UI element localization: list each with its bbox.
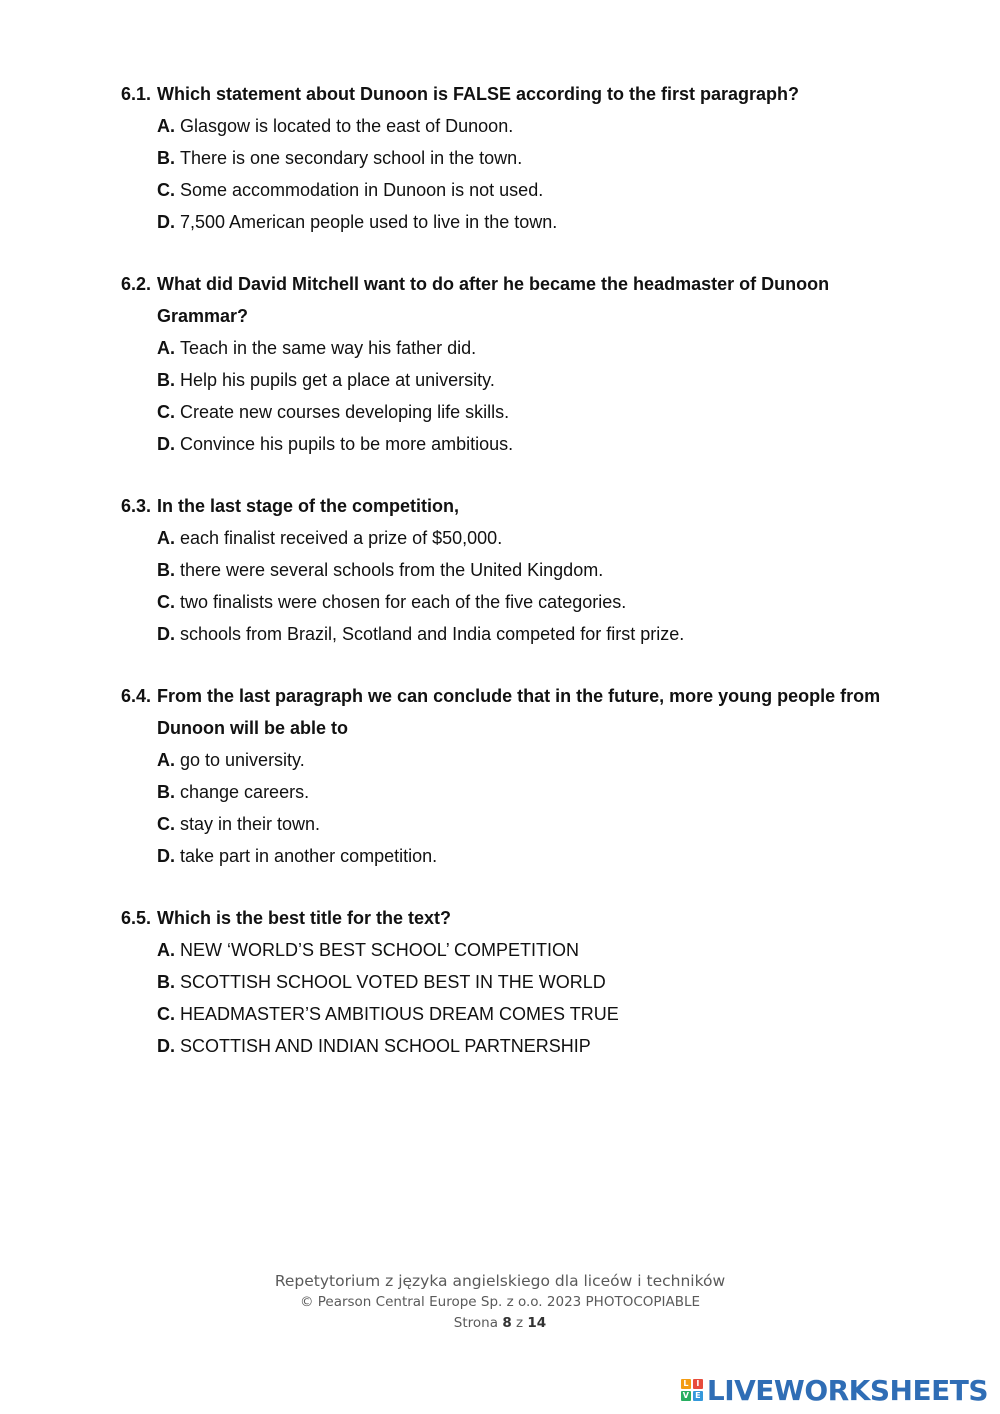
question-4 <box>121 680 901 872</box>
liveworksheets-logo[interactable] <box>681 1374 988 1406</box>
question-text: What did David Mitchell want to do after he became the headmaster of Dunoon Grammar? <box>157 274 830 326</box>
option-letter: C. <box>157 814 175 834</box>
question-3 <box>121 490 901 650</box>
option-text: 7,500 American people used to live in the town. <box>180 212 558 232</box>
option-letter: B. <box>157 782 175 802</box>
option-text: Some accommodation in Dunoon is not used. <box>180 180 544 200</box>
answer-option-a[interactable] <box>157 522 901 554</box>
question-2 <box>121 268 901 460</box>
option-text: Create new courses developing life skills. <box>180 402 510 422</box>
answer-option-c[interactable] <box>157 586 901 618</box>
option-text: HEADMASTER’S AMBITIOUS DREAM COMES TRUE <box>180 1004 619 1024</box>
option-letter: C. <box>157 1004 175 1024</box>
footer-book-title: Repetytorium z języka angielskiego dla liceów i techników <box>274 1272 726 1290</box>
question-stem <box>121 268 901 332</box>
option-text: schools from Brazil, Scotland and India competed for first prize. <box>180 624 685 644</box>
question-text: Which statement about Dunoon is FALSE according to the first paragraph? <box>157 84 800 104</box>
option-text: Teach in the same way his father did. <box>180 338 477 358</box>
question-number: 6.2. <box>121 274 152 294</box>
option-letter: A. <box>157 750 175 770</box>
questions-list <box>121 78 901 1092</box>
answer-option-c[interactable] <box>157 174 901 206</box>
brand-name: LIVEWORKSHEETS <box>706 1373 988 1407</box>
option-text: two finalists were chosen for each of the five categories. <box>180 592 627 612</box>
answer-options <box>121 934 901 1062</box>
question-stem <box>121 490 901 522</box>
option-text: SCOTTISH SCHOOL VOTED BEST IN THE WORLD <box>180 972 606 992</box>
option-letter: A. <box>157 338 175 358</box>
question-text: From the last paragraph we can conclude that in the future, more young people from Dunoon will be able to <box>157 686 881 738</box>
question-number: 6.5. <box>121 908 152 928</box>
answer-option-a[interactable] <box>157 110 901 142</box>
option-text: There is one secondary school in the town. <box>180 148 523 168</box>
answer-options <box>121 332 901 460</box>
option-letter: A. <box>157 940 175 960</box>
option-letter: D. <box>157 434 175 454</box>
page-total: 14 <box>527 1315 547 1331</box>
liveworksheets-logo-icon <box>681 1379 703 1401</box>
answer-option-a[interactable] <box>157 332 901 364</box>
option-letter: A. <box>157 528 175 548</box>
answer-option-b[interactable] <box>157 142 901 174</box>
option-letter: D. <box>157 1036 175 1056</box>
option-text: Glasgow is located to the east of Dunoon. <box>180 116 514 136</box>
option-letter: B. <box>157 370 175 390</box>
option-text: there were several schools from the United Kingdom. <box>180 560 604 580</box>
answer-option-d[interactable] <box>157 840 901 872</box>
answer-options <box>121 522 901 650</box>
option-text: stay in their town. <box>180 814 321 834</box>
answer-option-c[interactable] <box>157 396 901 428</box>
option-text: take part in another competition. <box>180 846 438 866</box>
question-stem <box>121 680 901 744</box>
logo-tile: V <box>682 1391 689 1400</box>
option-letter: D. <box>157 624 175 644</box>
question-number: 6.1. <box>121 84 152 104</box>
page-footer <box>0 1270 1000 1334</box>
answer-option-d[interactable] <box>157 206 901 238</box>
logo-tile: L <box>681 1379 691 1389</box>
option-letter: D. <box>157 846 175 866</box>
question-text: In the last stage of the competition, <box>157 496 460 516</box>
answer-option-b[interactable] <box>157 966 901 998</box>
option-letter: B. <box>157 972 175 992</box>
option-letter: D. <box>157 212 175 232</box>
answer-option-c[interactable] <box>157 808 901 840</box>
option-letter: C. <box>157 402 175 422</box>
answer-option-d[interactable] <box>157 618 901 650</box>
option-text: go to university. <box>180 750 305 770</box>
answer-option-c[interactable] <box>157 998 901 1030</box>
page-prefix: Strona <box>453 1315 499 1331</box>
logo-tile: I <box>693 1379 703 1389</box>
option-text: Convince his pupils to be more ambitious. <box>180 434 514 454</box>
question-5 <box>121 902 901 1062</box>
option-letter: A. <box>157 116 175 136</box>
answer-option-b[interactable] <box>157 554 901 586</box>
question-number: 6.3. <box>121 496 152 516</box>
logo-tile: E <box>693 1391 703 1401</box>
answer-option-d[interactable] <box>157 428 901 460</box>
option-letter: B. <box>157 148 175 168</box>
option-text: NEW ‘WORLD’S BEST SCHOOL’ COMPETITION <box>180 940 580 960</box>
answer-options <box>121 110 901 238</box>
answer-option-b[interactable] <box>157 776 901 808</box>
option-text: Help his pupils get a place at university. <box>180 370 495 390</box>
answer-option-a[interactable] <box>157 744 901 776</box>
question-stem <box>121 78 901 110</box>
answer-option-a[interactable] <box>157 934 901 966</box>
question-1 <box>121 78 901 238</box>
page-current: 8 <box>502 1315 512 1331</box>
question-number: 6.4. <box>121 686 152 706</box>
page-separator: z <box>516 1315 524 1331</box>
answer-options <box>121 744 901 872</box>
footer-copyright: © Pearson Central Europe Sp. z o.o. 2023 PHOTOCOPIABLE <box>299 1294 701 1310</box>
option-letter: C. <box>157 592 175 612</box>
option-text: each finalist received a prize of $50,000. <box>180 528 503 548</box>
option-letter: B. <box>157 560 175 580</box>
question-text: Which is the best title for the text? <box>157 908 452 928</box>
question-stem <box>121 902 901 934</box>
option-text: change careers. <box>180 782 310 802</box>
option-letter: C. <box>157 180 175 200</box>
answer-option-d[interactable] <box>157 1030 901 1062</box>
option-text: SCOTTISH AND INDIAN SCHOOL PARTNERSHIP <box>180 1036 591 1056</box>
answer-option-b[interactable] <box>157 364 901 396</box>
footer-page-number <box>0 1313 1000 1334</box>
